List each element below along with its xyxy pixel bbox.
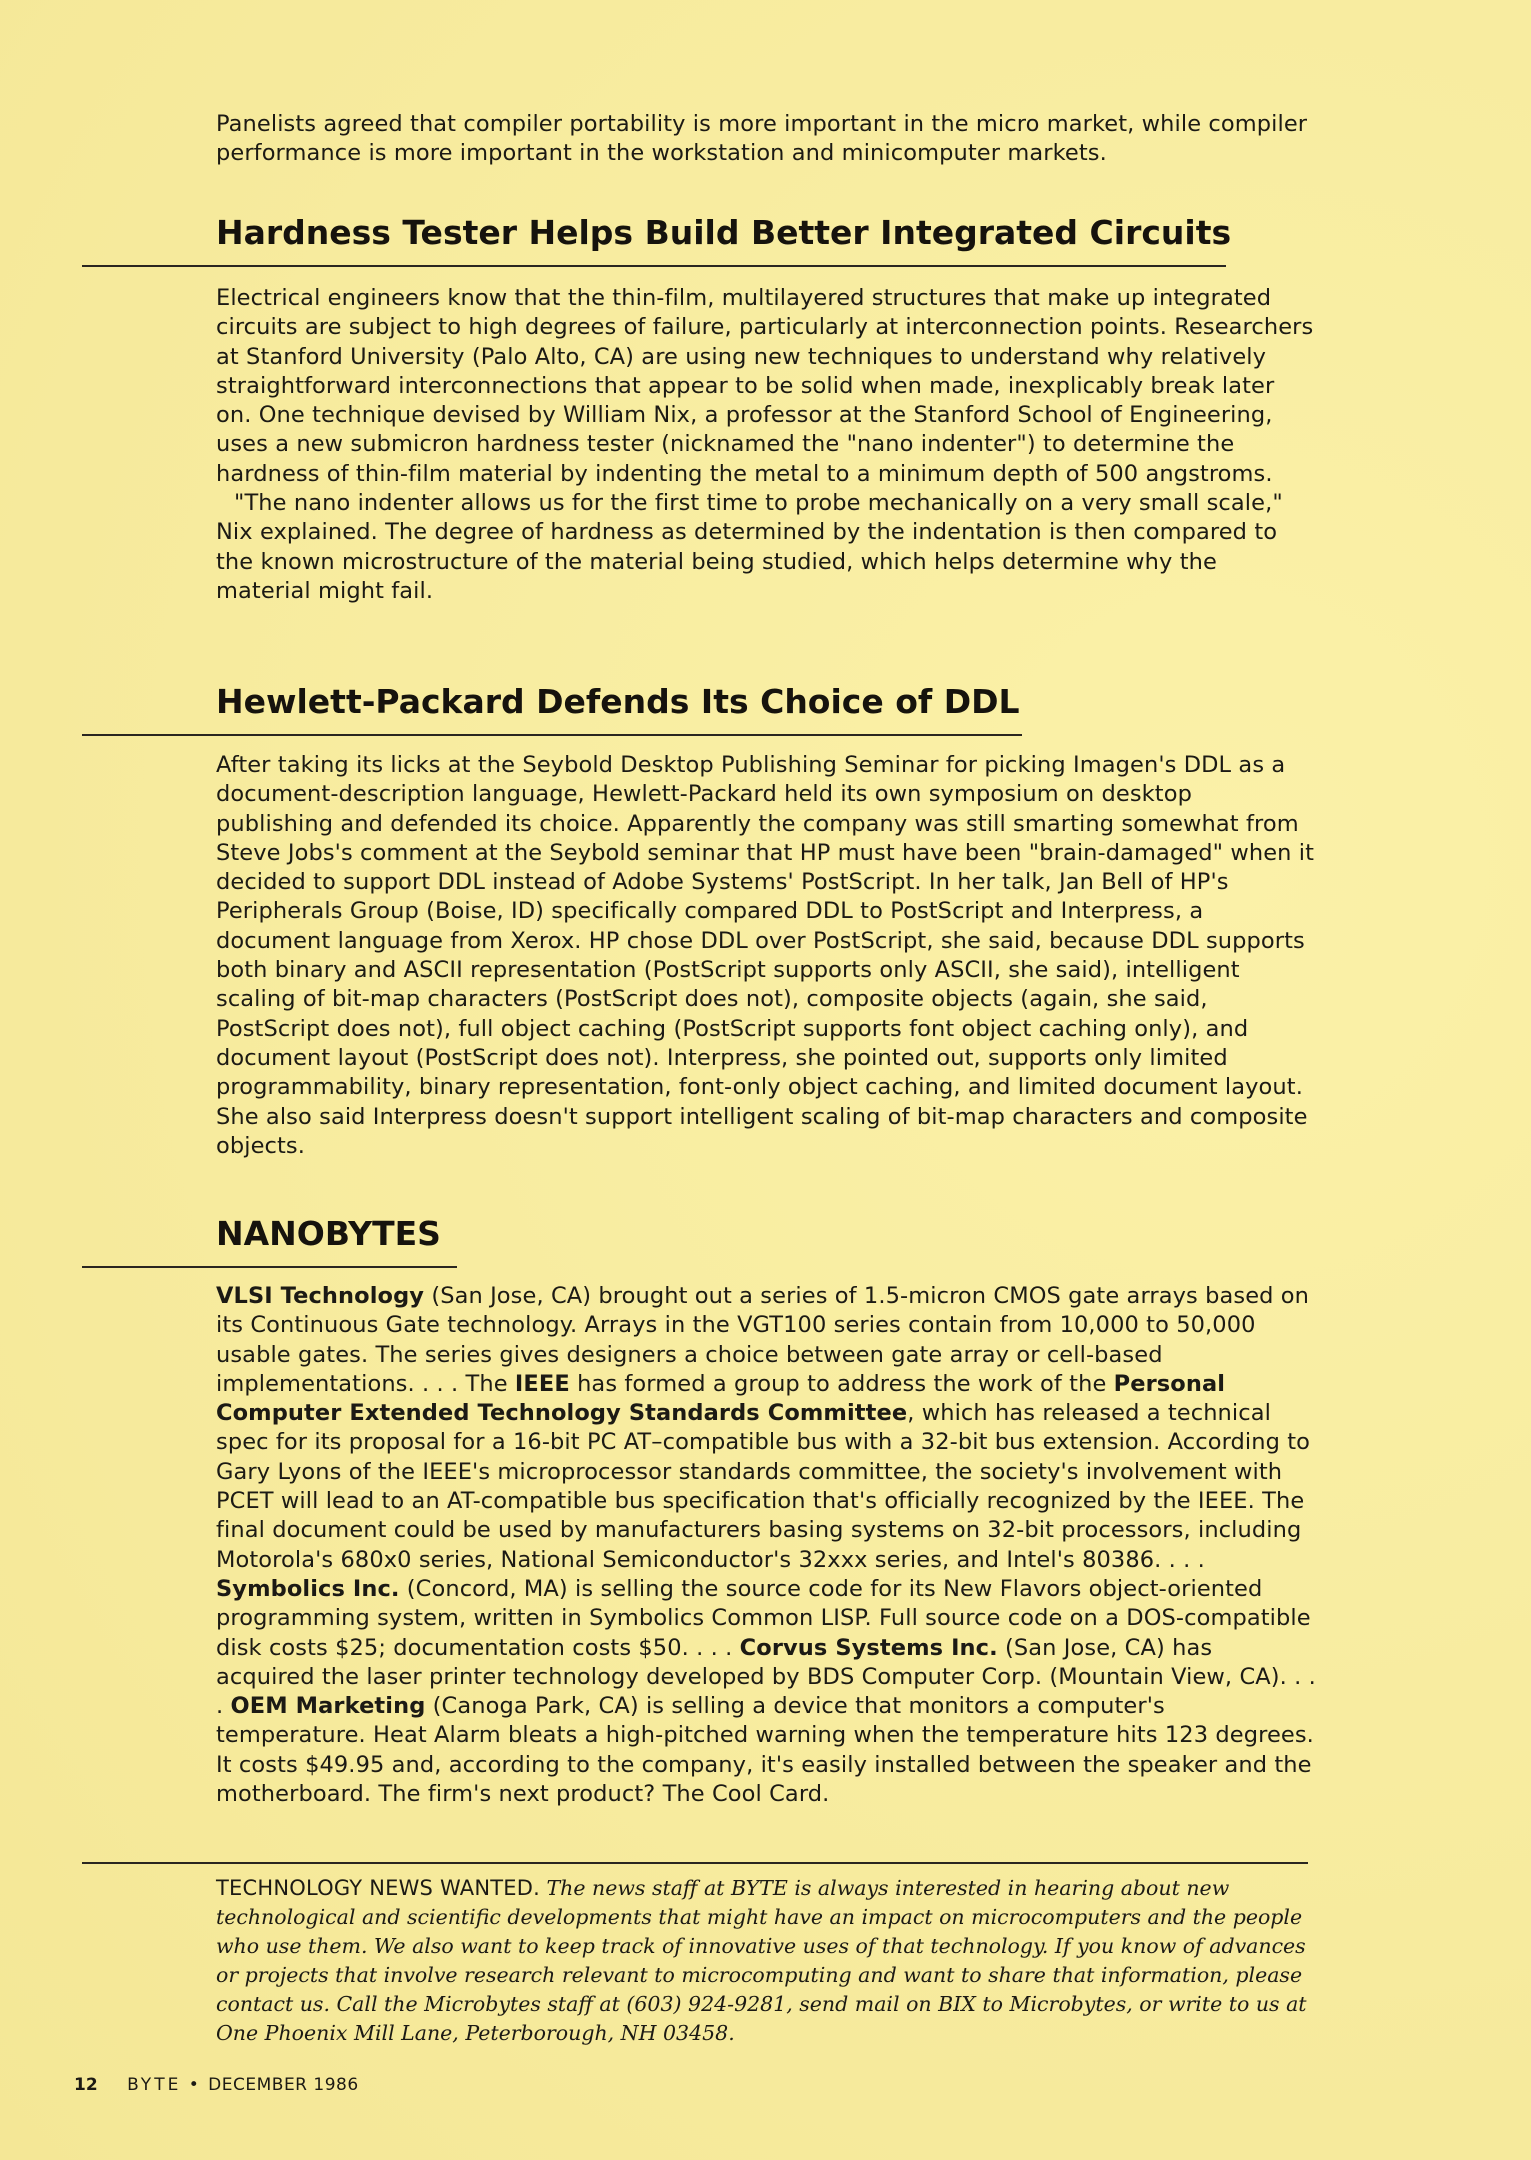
hp-paragraph-1: After taking its licks at the Seybold Desktop Publishing Seminar for picking Imagen's DDL as a document-description language, Hewlett-Packard held its own symposium on desktop publishing and defended its choice. Apparently the company was still smarting somewhat from Steve Jobs's comment at the Seybold seminar that HP must have been "brain-damaged" when it decided to support DDL instead of Adobe Systems' PostScript. In her talk, Jan Bell of HP's Peripherals Group (Boise, ID) specifically compared DDL to PostScript and Interpress, a document language from Xerox. HP chose DDL over PostScript, she said, because DDL supports both binary and ASCII representation (PostScript supports only ASCII, she said), intelligent scaling of bit-map characters (PostScript does not), composite objects (again, she said, PostScript does not), full object caching (PostScript supports font object caching only), and document layout (PostScript does not). Interpress, she pointed out, supports only limited programmability, binary representation, font-only object caching, and limited document layout. She also said Interpress doesn't support intelligent scaling of bit-map characters and composite objects. — [216, 752, 1315, 1159]
nanobytes-body — [216, 1282, 1316, 1809]
issue-date: DECEMBER 1986 — [208, 2075, 359, 2095]
hardness-paragraph-2: "The nano indenter allows us for the first time to probe mechanically on a very small scale," Nix explained. The degree of hardness as determined by the indentation is then compared to the known microstructure of the material being studied, which helps determine why the material might fail. — [216, 490, 1283, 604]
news-wanted-lead: TECHNOLOGY NEWS WANTED. — [216, 1876, 540, 1900]
company-vlsi: VLSI Technology — [216, 1283, 425, 1309]
hardness-title-rule — [82, 265, 1226, 267]
page-number: 12 — [74, 2075, 98, 2095]
nanobytes-text-5: (San Jose, CA) has acquired the laser printer technology developed by BDS Computer Corp. (Mountain View, CA). . . . — [216, 1634, 1316, 1720]
company-ieee: IEEE — [514, 1370, 570, 1397]
nanobytes-text-2: has formed a group to address the work of the — [569, 1370, 1114, 1397]
company-symbolics: Symbolics Inc. — [216, 1575, 400, 1602]
hp-article-body — [216, 751, 1316, 1161]
news-wanted-box — [216, 1874, 1316, 2048]
footer-box-rule — [82, 1862, 1308, 1864]
company-pcet-committee: Personal Computer Extended Technology Standards Committee — [216, 1370, 1226, 1427]
hardness-article-body — [216, 284, 1316, 606]
nanobytes-title-rule — [82, 1266, 457, 1268]
nanobytes-title: NANOBYTES — [216, 1214, 441, 1253]
nanobytes-paragraph — [216, 1282, 1316, 1809]
intro-section — [216, 110, 1316, 169]
company-corvus: Corvus Systems Inc. — [739, 1634, 998, 1661]
company-oem-marketing: OEM Marketing — [230, 1693, 426, 1720]
news-wanted-body: The news staff at BYTE is always interested in hearing about new technological and scientific developments that might have an impact on microcomputers and the people who use them. We also want to keep track of innovative uses of that technology. If you know of advances or projects that involve research relevant to microcomputing and want to share that information, please contact us. Call the Microbytes staff at (603) 924-9281, send mail on BIX to Microbytes, or write to us at One Phoenix Mill Lane, Peterborough, NH 03458. — [216, 1876, 1307, 2045]
hardness-paragraph-1: Electrical engineers know that the thin-film, multilayered structures that make up integrated circuits are subject to high degrees of failure, particularly at interconnection points. Researchers at Stanford University (Palo Alto, CA) are using new techniques to understand why relatively straightforward interconnections that appear to be solid when made, inexplicably break later on. One technique devised by William Nix, a professor at the Stanford School of Engineering, uses a new submicron hardness tester (nicknamed the "nano indenter") to determine the hardness of thin-film material by indenting the metal to a minimum depth of 500 angstroms. — [216, 285, 1314, 487]
hp-article-title: Hewlett-Packard Defends Its Choice of DDL — [216, 682, 1020, 721]
nanobytes-text-4: (Concord, MA) is selling the source code for its New Flavors object-oriented programming system, written in Symbolics Common LISP. Full source code on a DOS-compatible disk costs $25; documentation costs $50. . . . — [216, 1575, 1311, 1661]
nanobytes-text-1: (San Jose, CA) brought out a series of 1.5-micron CMOS gate arrays based on its Continuous Gate technology. Arrays in the VGT100 series contain from 10,000 to 50,000 usable gates. The series gives designers a choice between gate array or cell-based implementations. . . . The — [216, 1283, 1310, 1397]
page-folio — [74, 2075, 359, 2095]
magazine-name: BYTE — [127, 2075, 182, 2095]
nanobytes-text-3: , which has released a technical spec for its proposal for a 16-bit PC AT–compatible bus with a 32-bit bus extension. According to Gary Lyons of the IEEE's microprocessor standards committee, the society's involvement with PCET will lead to an AT-compatible bus specification that's officially recognized by the IEEE. The final document could be used by manufacturers basing systems on 32-bit processors, including Motorola's 680x0 series, National Semiconductor's 32xxx series, and Intel's 80386. . . . — [216, 1400, 1311, 1573]
hp-title-rule — [82, 734, 1022, 736]
nanobytes-text-6: (Canoga Park, CA) is selling a device that monitors a computer's temperature. Heat Alarm bleats a high-pitched warning when the temperature hits 123 degrees. It costs $49.95 and, according to the company, it's easily installed between the speaker and the motherboard. The firm's next product? The Cool Card. — [216, 1693, 1314, 1808]
folio-separator: • — [188, 2075, 201, 2095]
hardness-article-title: Hardness Tester Helps Build Better Integrated Circuits — [216, 213, 1232, 252]
intro-paragraph: Panelists agreed that compiler portability is more important in the micro market, while compiler performance is more important in the workstation and minicomputer markets. — [216, 111, 1308, 167]
